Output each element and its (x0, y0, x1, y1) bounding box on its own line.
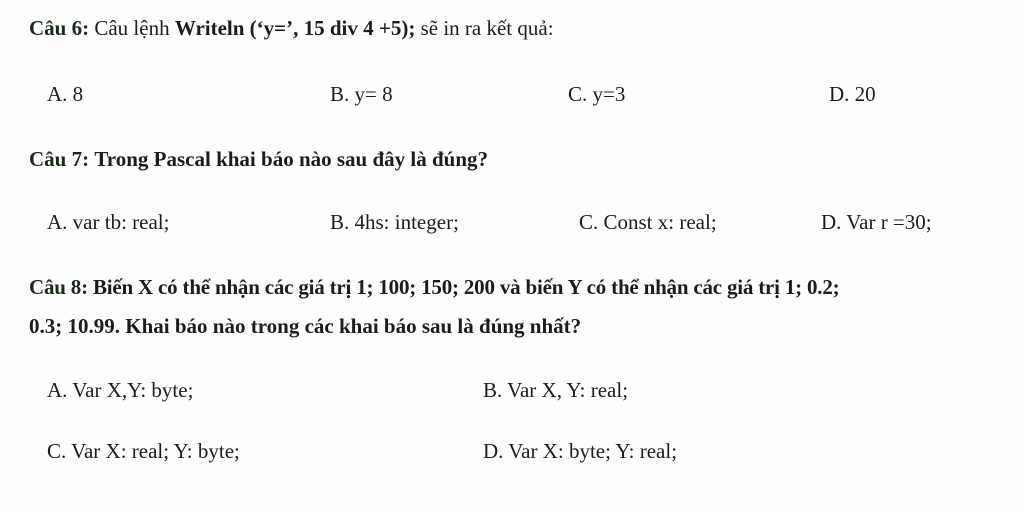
question-7-text: Trong Pascal khai báo nào sau đây là đúng? (94, 147, 489, 171)
question-6-text-pre: Câu lệnh (94, 16, 170, 40)
question-6-code: Writeln (‘y=’, 15 div 4 +5); (174, 16, 416, 40)
question-7-option-d: D. Var r =30; (821, 210, 932, 234)
question-8-option-b: B. Var X, Y: real; (483, 378, 629, 402)
question-6-option-c: C. y=3 (568, 82, 626, 106)
question-6-label: Câu 6: (29, 16, 90, 40)
question-7-stem (29, 146, 488, 172)
question-8-label: Câu 8: (29, 275, 88, 299)
question-6-stem (29, 15, 554, 41)
question-6-option-d: D. 20 (829, 82, 876, 106)
question-7-option-a: A. var tb: real; (47, 210, 170, 234)
question-8-text-line-2: 0.3; 10.99. Khai báo nào trong các khai báo sau là đúng nhất? (29, 314, 582, 338)
question-6-text-post: sẽ in ra kết quả: (420, 16, 554, 40)
question-8-stem-line-1 (29, 274, 839, 300)
question-8-option-a: A. Var X,Y: byte; (47, 378, 194, 402)
question-6-option-b: B. y= 8 (330, 82, 393, 106)
question-7-option-c: C. Const x: real; (579, 210, 717, 234)
question-7-label: Câu 7: (29, 147, 90, 171)
question-8-option-c: C. Var X: real; Y: byte; (47, 439, 240, 463)
question-8-option-d: D. Var X: byte; Y: real; (483, 439, 678, 463)
question-7-option-b: B. 4hs: integer; (330, 210, 459, 234)
question-6-option-a: A. 8 (47, 82, 84, 106)
question-8-text-line-1: Biến X có thể nhận các giá trị 1; 100; 150; 200 và biến Y có thể nhận các giá trị 1; 0.2; (92, 275, 840, 299)
